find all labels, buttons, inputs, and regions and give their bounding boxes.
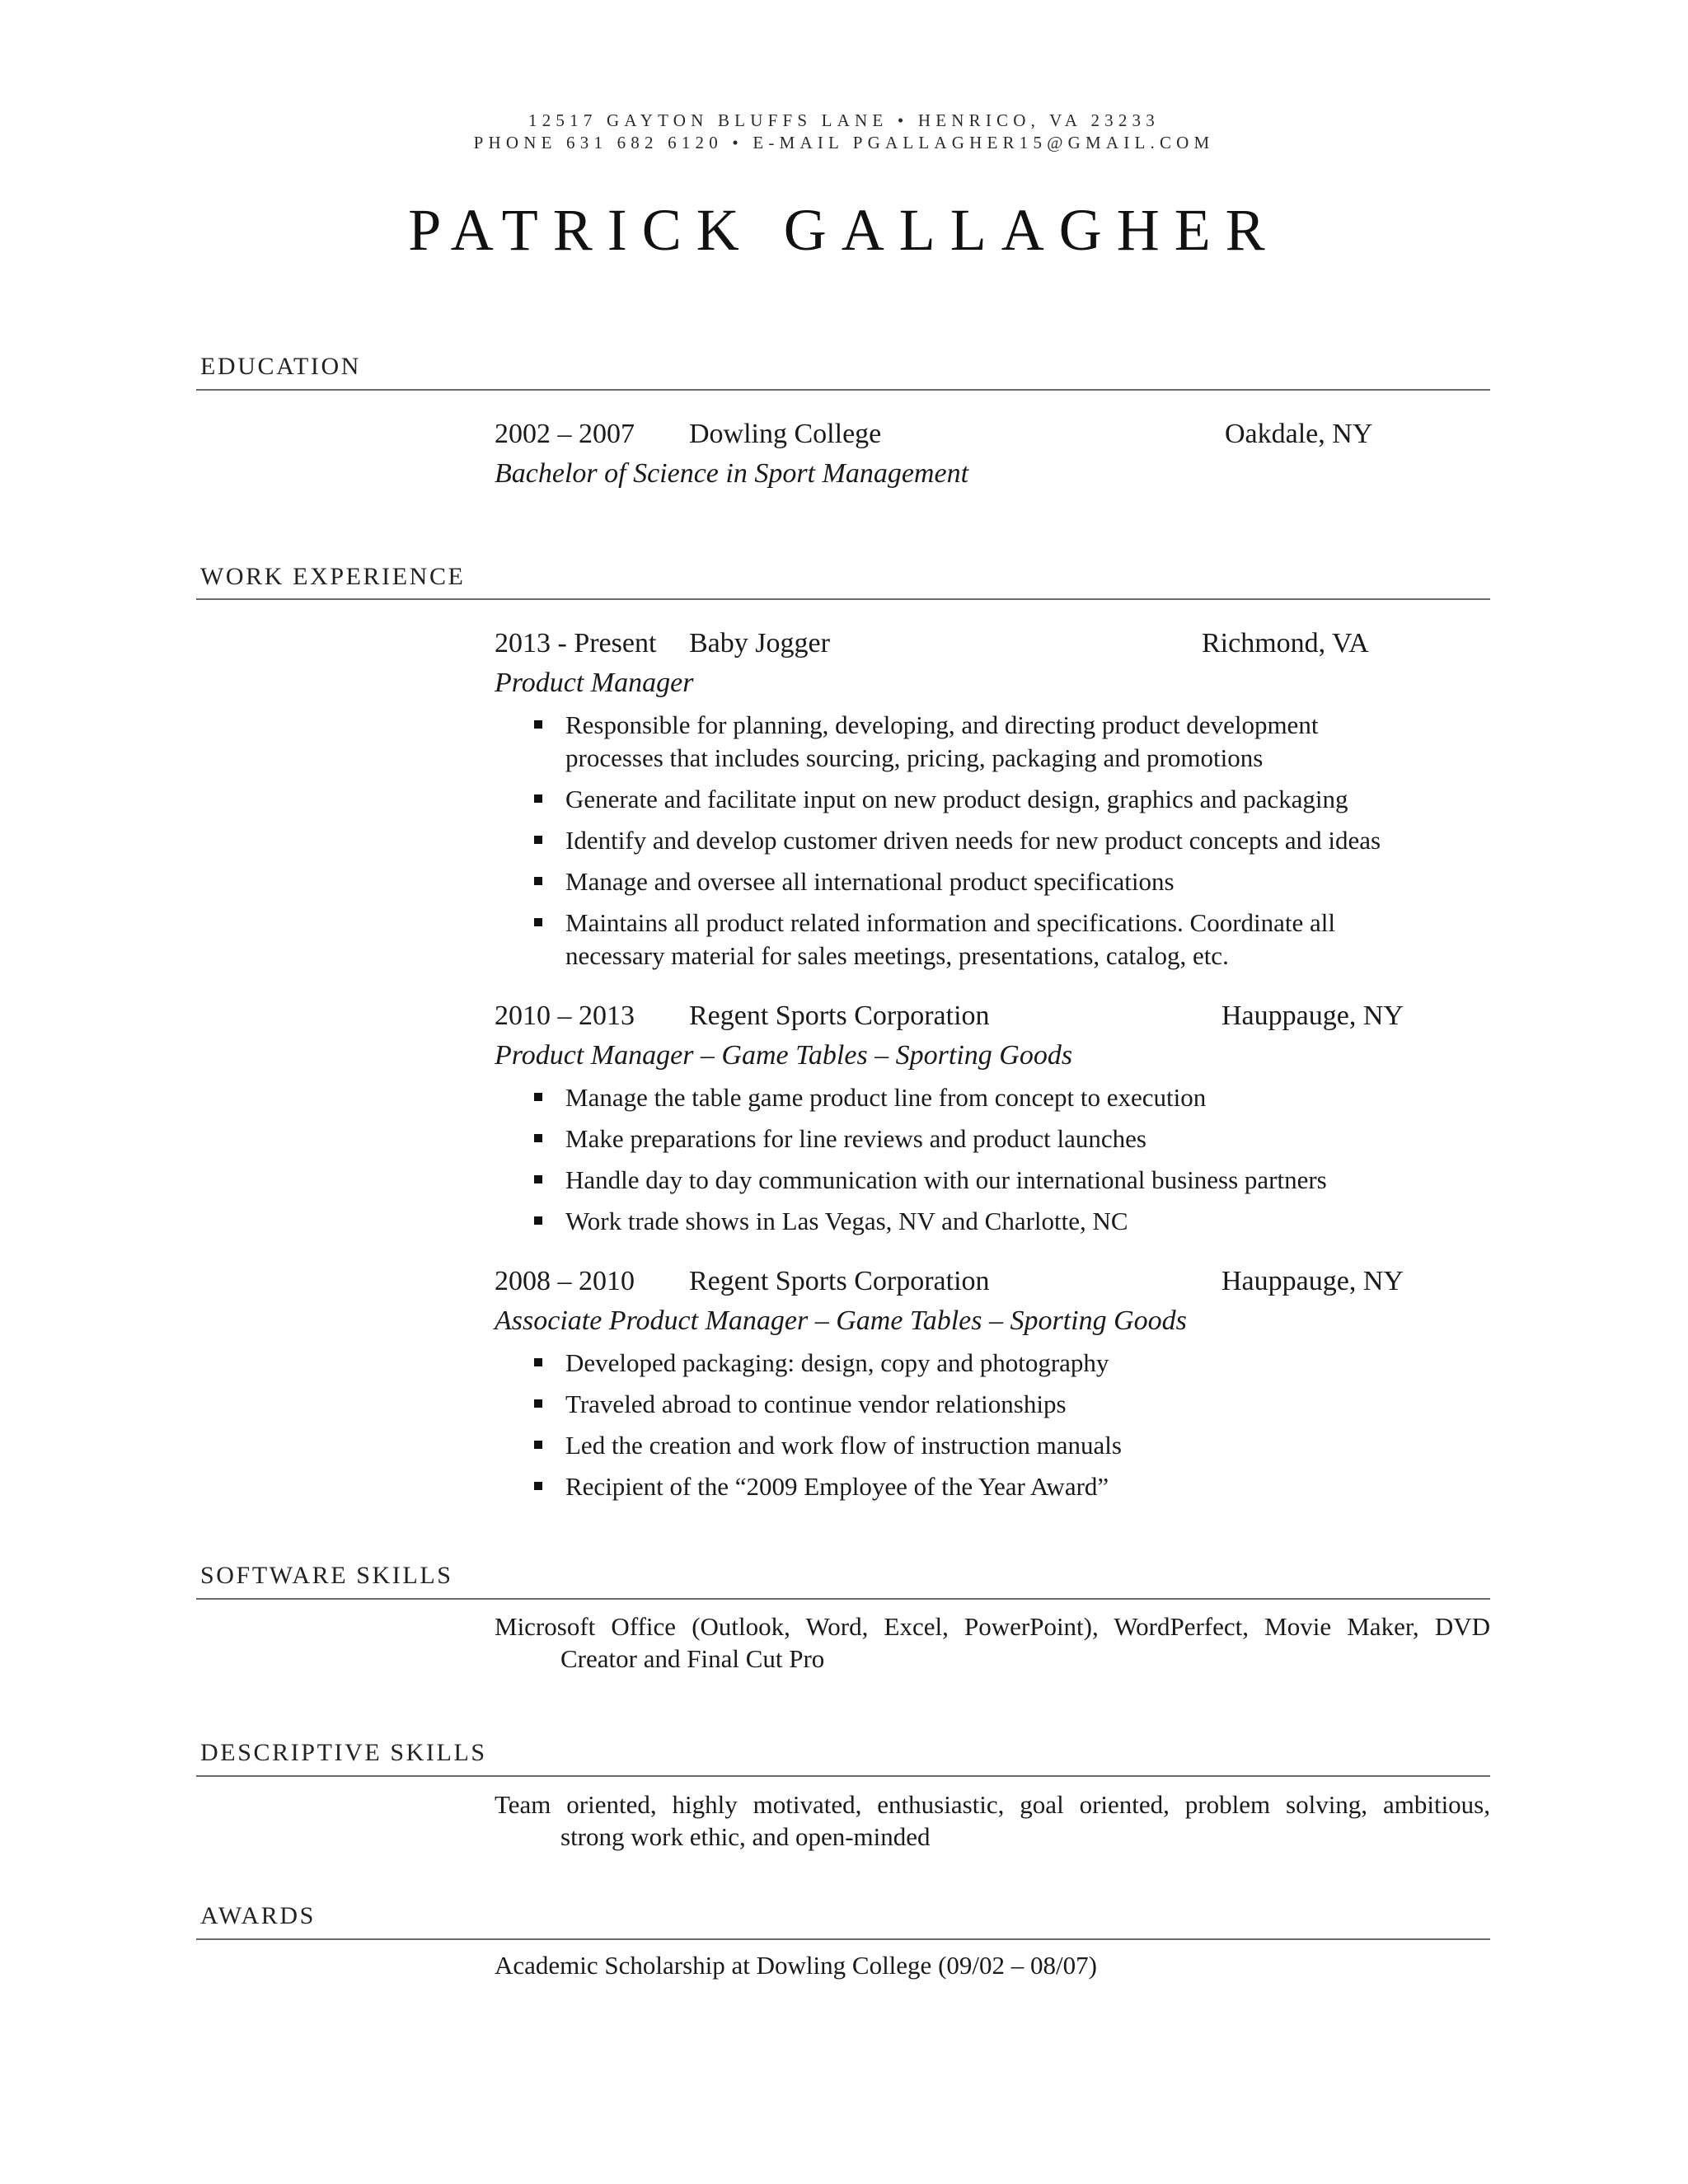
job-bullet: Maintains all product related information and specifications. Coordinate all (565, 908, 1336, 937)
job-bullet: Work trade shows in Las Vegas, NV and Charlotte, NC (565, 1207, 1128, 1235)
bullet-icon (534, 1134, 542, 1142)
education-dates: 2002 – 2007 (495, 419, 635, 449)
section-divider (196, 1598, 1490, 1600)
job-bullet: Identify and develop customer driven needs for new product concepts and ideas (565, 826, 1381, 855)
bullet-icon (534, 794, 542, 803)
bullet-icon (534, 1093, 542, 1101)
education-degree: Bachelor of Science in Sport Management (495, 458, 969, 489)
descriptive-skills-text: Team oriented, highly motivated, enthusiastic, goal oriented, problem solving, ambitious, (495, 1790, 1490, 1819)
section-divider (196, 389, 1490, 391)
bullet-icon (534, 1482, 542, 1490)
job-bullet: Responsible for planning, developing, and directing product development (565, 710, 1319, 739)
bullet-icon (534, 836, 542, 844)
section-divider (196, 1938, 1490, 1940)
job-bullet: Led the creation and work flow of instruction manuals (565, 1431, 1122, 1460)
education-school: Dowling College (689, 419, 882, 449)
job-dates: 2013 - Present (495, 628, 657, 658)
job-location: Hauppauge, NY (1221, 1266, 1404, 1296)
job-dates: 2010 – 2013 (495, 1001, 635, 1031)
descriptive-skills-text-continued: strong work ethic, and open-minded (560, 1822, 931, 1851)
bullet-icon (534, 1441, 542, 1449)
job-bullet: Handle day to day communication with our international business partners (565, 1165, 1327, 1194)
bullet-icon (534, 918, 542, 926)
section-title-awards: AWARDS (200, 1902, 316, 1929)
address-line: 12517 GAYTON BLUFFS LANE • HENRICO, VA 23233 (528, 110, 1160, 130)
bullet-icon (534, 1175, 542, 1183)
bullet-icon (534, 1399, 542, 1408)
job-company: Regent Sports Corporation (689, 1266, 990, 1296)
job-bullet: Manage the table game product line from concept to execution (565, 1083, 1207, 1112)
job-title: Associate Product Manager – Game Tables – Sporting Goods (495, 1305, 1187, 1336)
section-title-software: SOFTWARE SKILLS (200, 1562, 453, 1589)
job-location: Hauppauge, NY (1221, 1001, 1404, 1031)
award-item: Academic Scholarship at Dowling College (09/02 – 08/07) (495, 1951, 1097, 1980)
software-skills-text: Microsoft Office (Outlook, Word, Excel, PowerPoint), WordPerfect, Movie Maker, DVD (495, 1612, 1490, 1641)
candidate-name: PATRICK GALLAGHER (408, 197, 1280, 263)
bullet-icon (534, 877, 542, 885)
job-bullet: Manage and oversee all international product specifications (565, 867, 1175, 896)
section-title-work: WORK EXPERIENCE (200, 563, 466, 590)
education-location: Oakdale, NY (1225, 419, 1373, 449)
job-dates: 2008 – 2010 (495, 1266, 635, 1296)
section-divider (196, 598, 1490, 600)
bullet-icon (534, 1358, 542, 1366)
section-divider (196, 1775, 1490, 1777)
section-title-education: EDUCATION (200, 353, 362, 380)
bullet-icon (534, 720, 542, 729)
software-skills-text-continued: Creator and Final Cut Pro (560, 1644, 825, 1673)
job-bullet: Generate and facilitate input on new product design, graphics and packaging (565, 785, 1348, 813)
job-bullet: Traveled abroad to continue vendor relationships (565, 1390, 1067, 1418)
job-bullet-continued: processes that includes sourcing, pricing, packaging and promotions (565, 743, 1264, 772)
bullet-icon (534, 1216, 542, 1225)
job-title: Product Manager – Game Tables – Sporting Goods (495, 1040, 1073, 1071)
job-bullet: Developed packaging: design, copy and photography (565, 1348, 1109, 1377)
section-title-descriptive: DESCRIPTIVE SKILLS (200, 1739, 487, 1766)
job-bullet: Make preparations for line reviews and product launches (565, 1124, 1146, 1153)
job-bullet-continued: necessary material for sales meetings, presentations, catalog, etc. (565, 941, 1229, 970)
contact-line: PHONE 631 682 6120 • E-MAIL PGALLAGHER15@GMAIL.COM (473, 133, 1215, 152)
job-location: Richmond, VA (1202, 628, 1369, 658)
job-bullet: Recipient of the “2009 Employee of the Year Award” (565, 1472, 1109, 1501)
job-company: Baby Jogger (689, 628, 830, 658)
job-company: Regent Sports Corporation (689, 1001, 990, 1031)
job-title: Product Manager (495, 668, 694, 698)
